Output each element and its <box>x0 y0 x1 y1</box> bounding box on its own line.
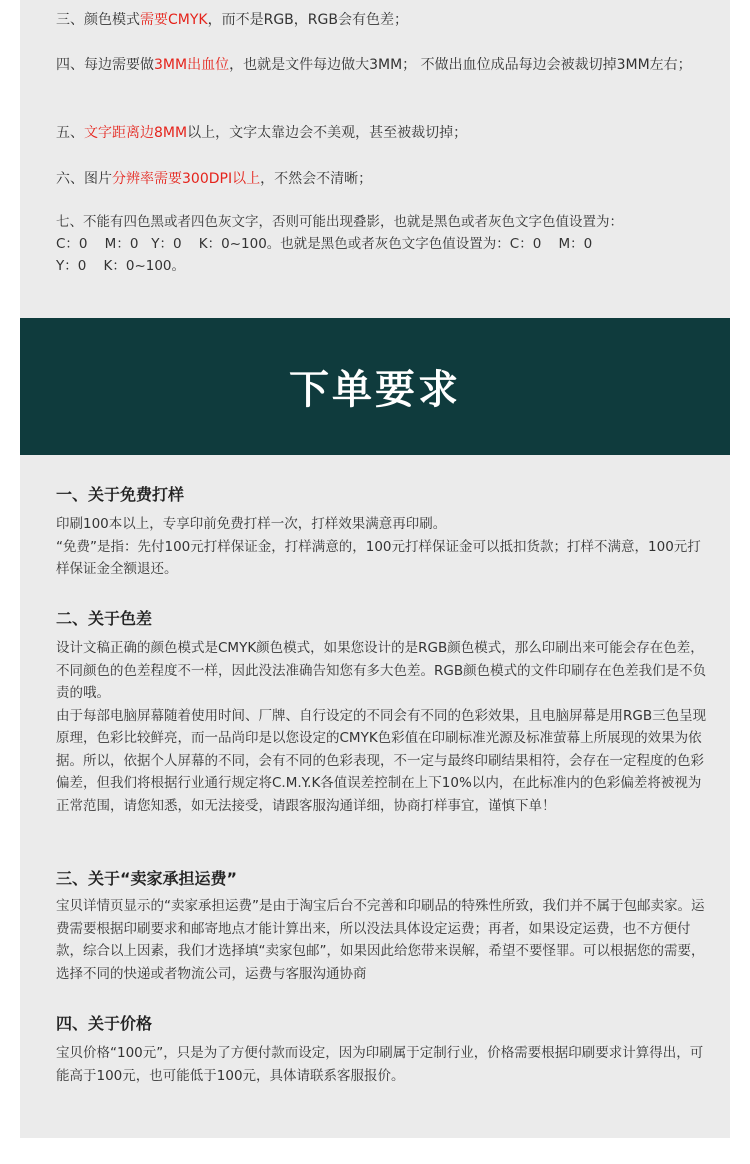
section-4-title: 四、关于价格 <box>56 1014 153 1033</box>
section-2-paragraph-2: 由于每部电脑屏幕随着使用时间、厂牌、自行设定的不同会有不同的色彩效果，且电脑屏幕是用RGB三色呈现原理，色彩比较鲜亮，而一品尚印是以您设定的CMYK色彩值在印刷标准光源及标准萤幕上所展现的效果为依据。所以，依据个人屏幕的不同，会有不同的色彩表现，不一定与最终印刷结果相符，会存在一定程度的色彩偏差，但我们将根据行业通行规定将C.M.Y.K各值误差控制在上下10%以内，在此标准内的色彩偏差将被视为正常范围，请您知悉，如无法接受，请跟客服沟通详细，协商打样事宜，谨慎下单！ <box>56 707 707 814</box>
rule-4-highlight: 3MM出血位 <box>154 57 230 73</box>
rule-4-suffix: ，也就是文件每边做大3MM； 不做出血位成品每边会被裁切掉3MM左右； <box>229 57 692 73</box>
section-2-body <box>56 637 708 817</box>
section-3-body <box>56 895 708 985</box>
section-2-paragraph-1: 设计文稿正确的颜色模式是CMYK颜色模式，如果您设计的是RGB颜色模式，那么印刷出来可能会存在色差，不同颜色的色差程度不一样，因此没法准确告知您有多大色差。RGB颜色模式的文件印刷存在色差我们是不负责的哦。 <box>56 640 707 701</box>
rule-7 <box>56 211 706 277</box>
rule-3-suffix: ，而不是RGB，RGB会有色差； <box>207 12 408 28</box>
rule-4-prefix: 四、每边需要做 <box>56 57 154 73</box>
section-1-paragraph-2: “免费”是指：先付100元打样保证金，打样满意的，100元打样保证金可以抵扣货款；打样不满意，100元打样保证金全额退还。 <box>56 538 701 577</box>
section-3-paragraph-1: 宝贝详情页显示的“卖家承担运费”是由于淘宝后台不完善和印刷品的特殊性所致，我们并不属于包邮卖家。运费需要根据印刷要求和邮寄地点才能计算出来，所以没法具体设定运费；再者，如果设定运费，也不方便付款，综合以上因素，我们才选择填“卖家包邮”，如果因此给您带来误解，希望不要怪罪。可以根据您的需要，选择不同的快递或者物流公司，运费与客服沟通协商 <box>56 898 705 982</box>
rule-5-highlight: 文字距离边8MM <box>84 125 188 141</box>
section-4-body <box>56 1042 708 1087</box>
section-4-paragraph-1: 宝贝价格“100元”，只是为了方便付款而设定，因为印刷属于定制行业，价格需要根据印刷要求计算得出，可能高于100元，也可能低于100元，具体请联系客服报价。 <box>56 1045 704 1084</box>
section-1-paragraph-1: 印刷100本以上，专享印前免费打样一次，打样效果满意再印刷。 <box>56 516 447 532</box>
rule-7-line-1: 七、不能有四色黑或者四色灰文字，否则可能出现叠影，也就是黑色或者灰色文字色值设置为： <box>56 214 623 230</box>
section-2-title: 二、关于色差 <box>56 609 153 628</box>
rule-4 <box>56 54 706 76</box>
rule-7-line-2: C：0 M：0 Y：0 K：0~100。也就是黑色或者灰色文字色值设置为：C：0 M：0 <box>56 236 593 252</box>
rule-5-prefix: 五、 <box>56 125 84 141</box>
rule-6-prefix: 六、图片 <box>56 171 112 187</box>
rule-3-highlight: 需要CMYK <box>140 12 208 28</box>
order-requirements-banner <box>20 318 730 455</box>
section-1-title: 一、关于免费打样 <box>56 485 185 504</box>
rule-6-suffix: ，不然会不清晰； <box>260 171 373 187</box>
rule-3-prefix: 三、颜色模式 <box>56 12 140 28</box>
rule-6 <box>56 168 706 190</box>
section-1-body <box>56 513 708 581</box>
rule-6-highlight: 分辨率需要300DPI以上 <box>112 171 261 187</box>
banner-title: 下单要求 <box>289 367 461 413</box>
rule-7-line-3: Y：0 K：0~100。 <box>56 258 186 274</box>
rule-3 <box>56 9 706 31</box>
rule-5-suffix: 以上，文字太靠边会不美观，甚至被裁切掉； <box>187 125 468 141</box>
section-3-title: 三、关于“卖家承担运费” <box>56 869 238 888</box>
rule-5 <box>56 122 706 144</box>
